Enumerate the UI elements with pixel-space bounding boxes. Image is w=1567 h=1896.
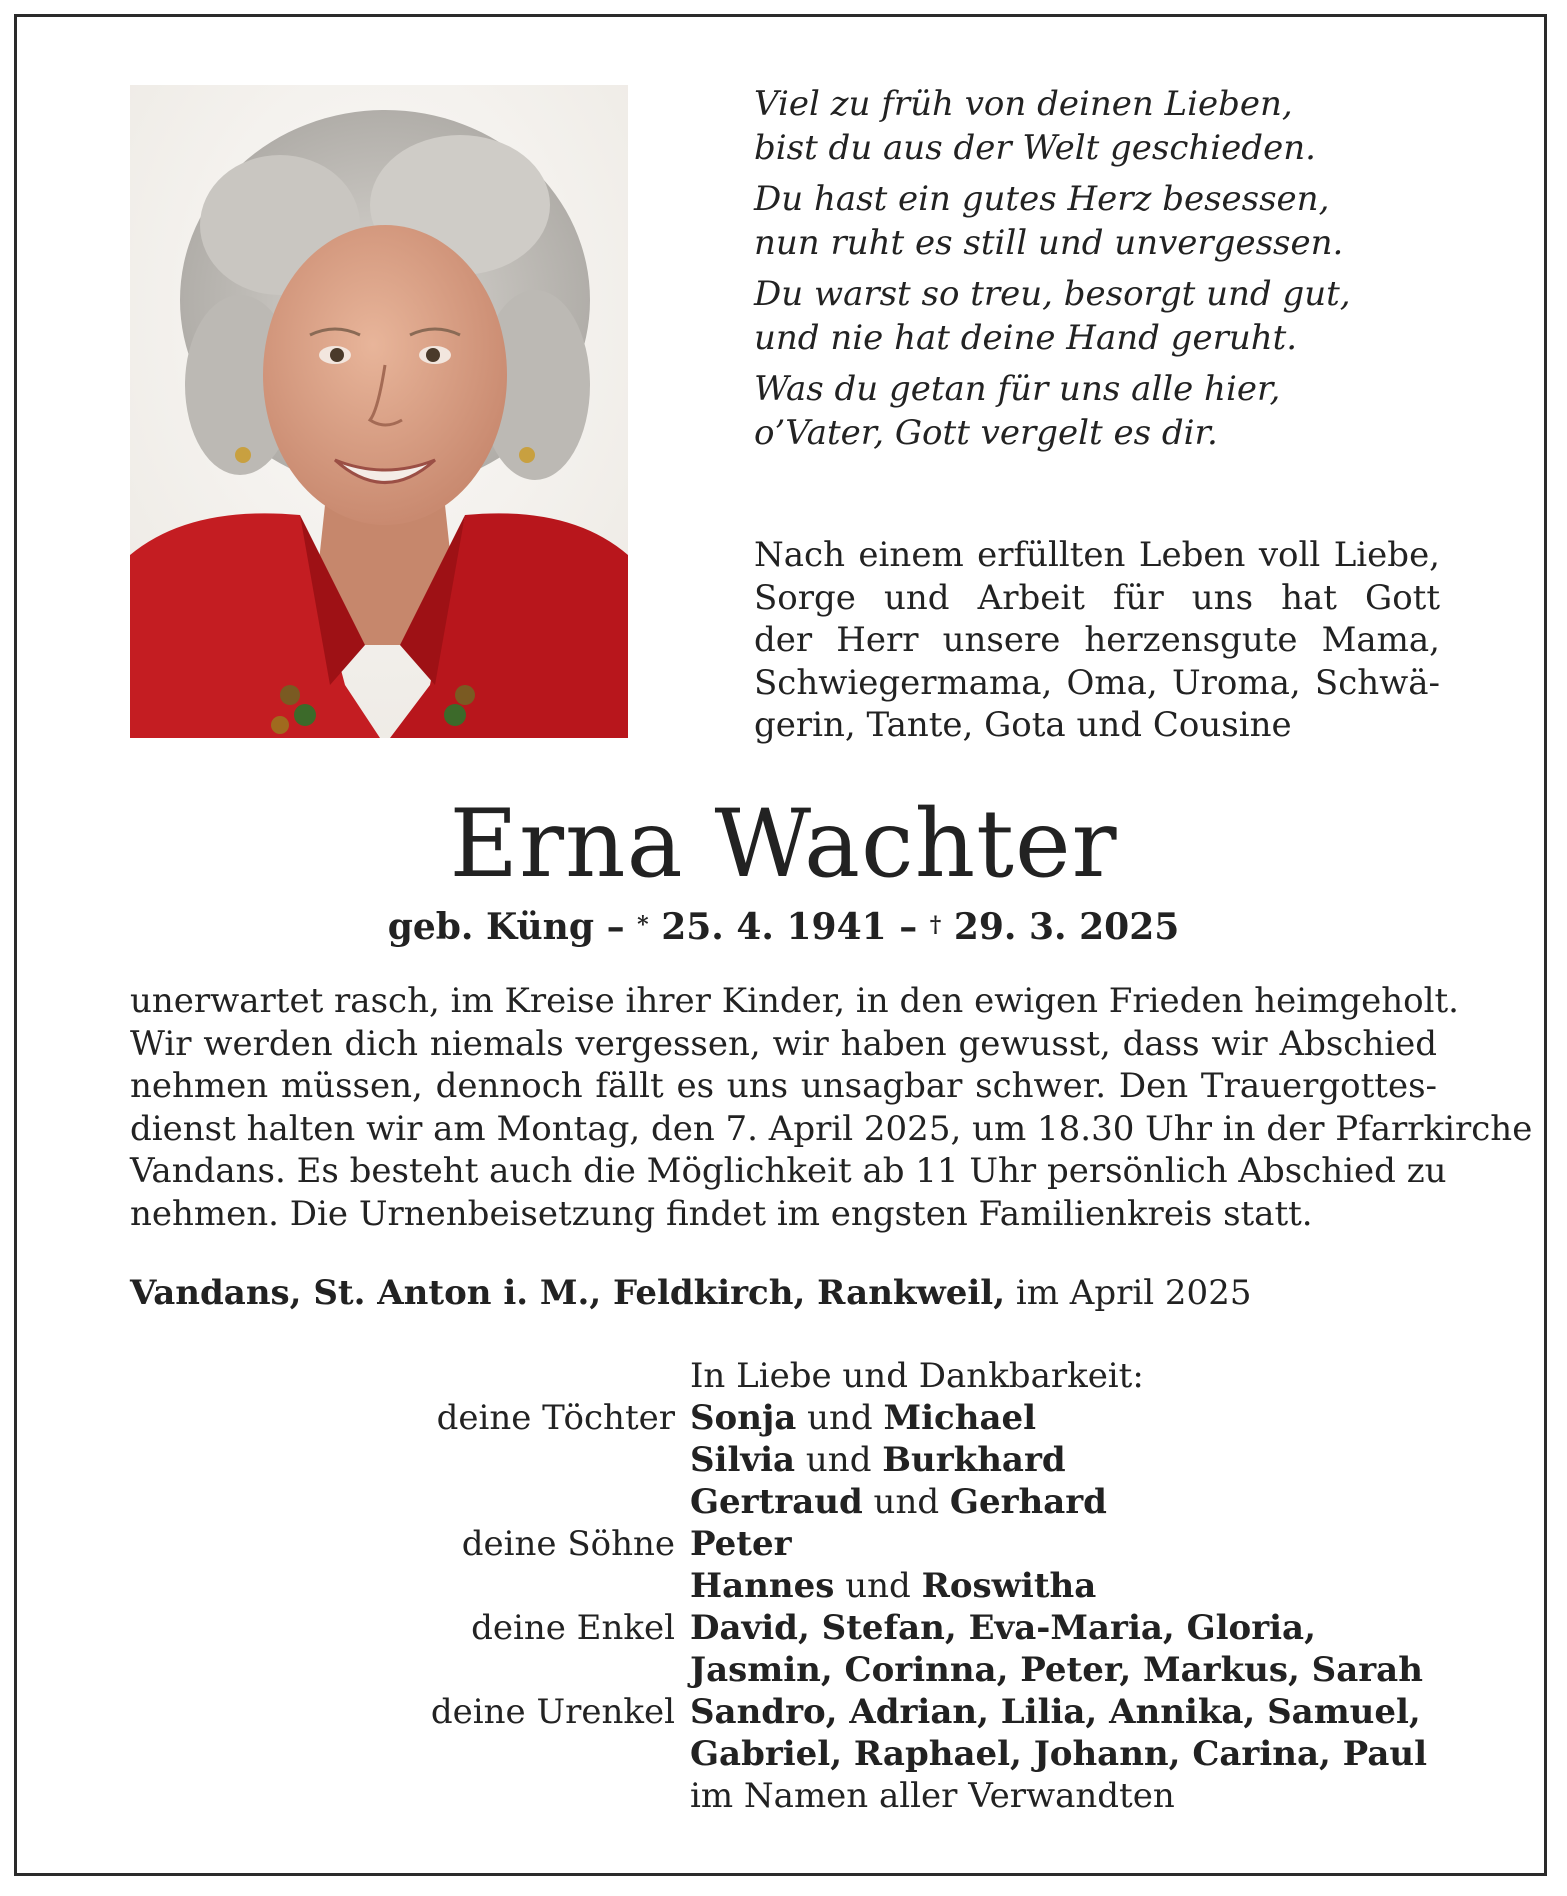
- portrait-photo: [130, 85, 628, 738]
- places: Vandans, St. Anton i. M., Feldkirch, Rankweil,: [130, 1273, 1006, 1313]
- poem-line: o’Vater, Gott vergelt es dir.: [754, 413, 1218, 453]
- mourner-name: Michael: [883, 1398, 1037, 1438]
- mourner-row: [130, 1733, 1450, 1775]
- mourner-names: [690, 1523, 792, 1565]
- poem-line: bist du aus der Welt geschieden.: [754, 128, 1316, 168]
- body-line: dienst halten wir am Montag, den 7. April 2025, um 18.30 Uhr in der Pfarrkirche: [130, 1108, 1533, 1149]
- name-joiner: und: [873, 1482, 940, 1522]
- relation-label: [130, 1565, 690, 1607]
- dash: –: [899, 906, 930, 948]
- mourner-row: [130, 1565, 1450, 1607]
- relation-label: deine Urenkel: [430, 1692, 675, 1732]
- intro-line: Schwiegermama, Oma, Uroma, Schwä-: [754, 662, 1440, 703]
- birth-symbol: *: [637, 912, 649, 938]
- mourners-heading: In Liebe und Dankbarkeit:: [690, 1356, 1144, 1396]
- poem-line: Viel zu früh von deinen Lieben,: [754, 84, 1293, 124]
- relation-label: [130, 1439, 690, 1481]
- mourner-name: Jasmin, Corinna, Peter, Markus, Sarah: [690, 1650, 1423, 1690]
- poem-line: nun ruht es still und unvergessen.: [754, 223, 1344, 263]
- poem-line: und nie hat deine Hand geruht.: [754, 318, 1298, 358]
- mourner-name: Burkhard: [882, 1440, 1066, 1480]
- notice-body: [130, 980, 1533, 1235]
- relation-label: deine Söhne: [461, 1524, 675, 1564]
- name-joiner: und: [805, 1440, 872, 1480]
- poem-line: Du hast ein gutes Herz besessen,: [754, 179, 1330, 219]
- mourner-row: [130, 1439, 1450, 1481]
- mourner-names: [690, 1481, 1107, 1523]
- mourner-names: [690, 1649, 1423, 1691]
- deceased-name: Erna Wachter: [449, 790, 1118, 899]
- intro-line: gerin, Tante, Gota und Cousine: [754, 705, 1292, 745]
- body-line: unerwartet rasch, im Kreise ihrer Kinder, in den ewigen Frieden heimgeholt.: [130, 981, 1459, 1021]
- mourner-names: [690, 1439, 1066, 1481]
- birth-date: 25. 4. 1941: [661, 906, 887, 948]
- poem-stanza: [754, 272, 1454, 360]
- dash: –: [606, 906, 638, 948]
- intro-line: der Herr unsere herzensgute Mama,: [754, 620, 1440, 660]
- portrait-illustration: [130, 85, 628, 738]
- death-symbol: †: [929, 912, 942, 938]
- mourner-row: [130, 1691, 1450, 1733]
- relation-label: [130, 1649, 690, 1691]
- mourner-name: David, Stefan, Eva-Maria, Gloria,: [690, 1608, 1316, 1648]
- mourner-name: Hannes: [690, 1566, 835, 1606]
- mourner-rows: [130, 1397, 1450, 1775]
- life-dates: [0, 905, 1567, 949]
- birth-name: geb. Küng: [387, 906, 595, 948]
- place-and-date: [130, 1271, 1437, 1315]
- mourners-list: [130, 1355, 1450, 1817]
- intro-text: [754, 534, 1440, 747]
- mourner-names: [690, 1397, 1036, 1439]
- notice-date: im April 2025: [1015, 1273, 1252, 1313]
- mourner-name: Sandro, Adrian, Lilia, Annika, Samuel,: [690, 1692, 1421, 1732]
- mourner-names: [690, 1733, 1427, 1775]
- poem-stanza: [754, 177, 1454, 265]
- mourner-name: Gerhard: [949, 1482, 1107, 1522]
- intro-line: Nach einem erfüllten Leben voll Liebe,: [754, 535, 1440, 575]
- mourner-row: [130, 1523, 1450, 1565]
- mourners-heading-row: [130, 1355, 1450, 1397]
- relation-label: deine Enkel: [471, 1608, 675, 1648]
- name-joiner: und: [845, 1566, 911, 1606]
- poem-stanza: [754, 82, 1454, 170]
- mourners-closing-row: [130, 1775, 1450, 1817]
- mourner-name: Gertraud: [690, 1482, 863, 1522]
- name-joiner: und: [807, 1398, 873, 1438]
- mourner-name: Sonja: [690, 1398, 797, 1438]
- death-date: 29. 3. 2025: [953, 906, 1180, 948]
- relation-label: deine Töchter: [436, 1398, 675, 1438]
- mourners-closing: im Namen aller Verwandten: [690, 1776, 1175, 1816]
- mourner-row: [130, 1481, 1450, 1523]
- mourner-name: Peter: [690, 1524, 792, 1564]
- mourner-name: Roswitha: [921, 1566, 1097, 1606]
- poem-stanza: [754, 367, 1454, 455]
- mourner-row: [130, 1649, 1450, 1691]
- poem-line: Du warst so treu, besorgt und gut,: [754, 274, 1351, 314]
- poem-line: Was du getan für uns alle hier,: [754, 369, 1281, 409]
- mourner-row: [130, 1397, 1450, 1439]
- mourner-name: Silvia: [690, 1440, 796, 1480]
- body-line: nehmen müssen, dennoch fällt es uns unsagbar schwer. Den Trauergottes-: [130, 1066, 1437, 1106]
- body-line: Vandans. Es besteht auch die Möglichkeit ab 11 Uhr persönlich Abschied zu: [130, 1151, 1447, 1191]
- body-line: nehmen. Die Urnenbeisetzung findet im engsten Familienkreis statt.: [130, 1193, 1313, 1234]
- mourner-names: [690, 1565, 1096, 1607]
- body-line: Wir werden dich niemals vergessen, wir haben gewusst, dass wir Abschied: [130, 1023, 1437, 1064]
- relation-label: [130, 1733, 690, 1775]
- relation-label: [130, 1481, 690, 1523]
- mourner-names: [690, 1691, 1421, 1733]
- mourner-names: [690, 1607, 1316, 1649]
- intro-line: Sorge und Arbeit für uns hat Gott: [754, 577, 1440, 618]
- memorial-poem: [754, 82, 1454, 462]
- mourner-row: [130, 1607, 1450, 1649]
- mourner-name: Gabriel, Raphael, Johann, Carina, Paul: [690, 1734, 1427, 1774]
